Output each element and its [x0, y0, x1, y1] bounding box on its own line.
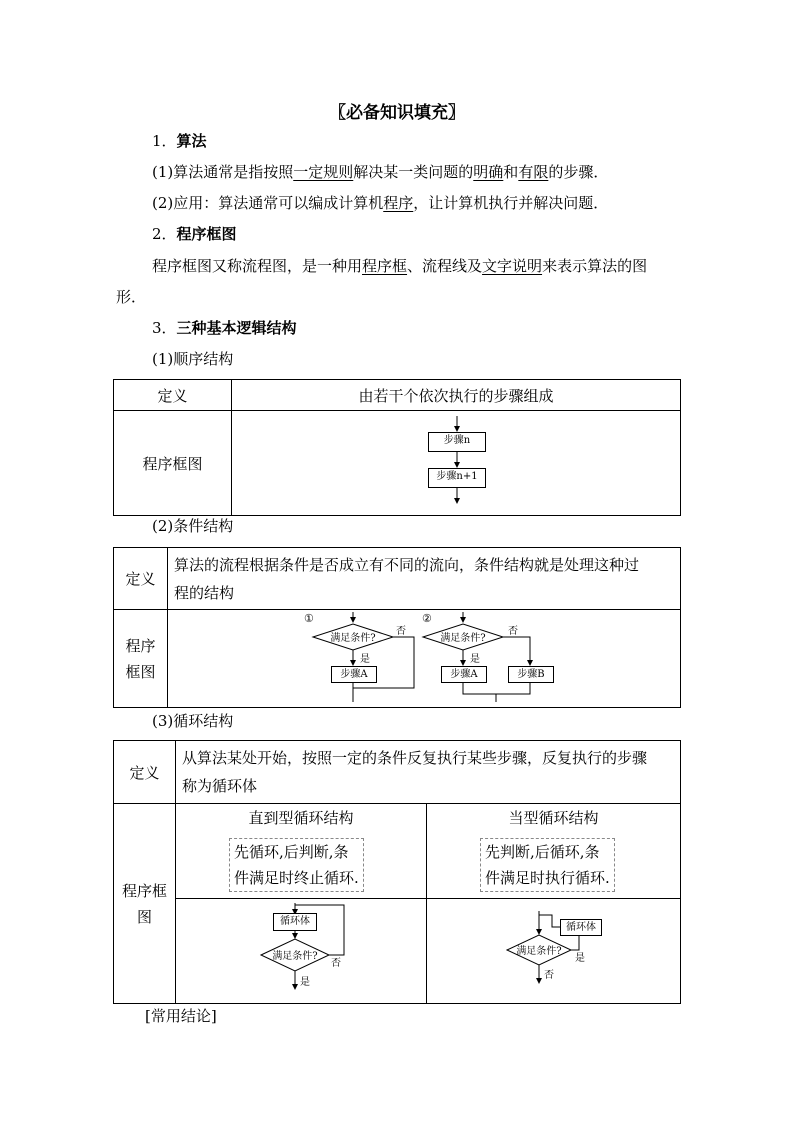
figure-2-number: ② [422, 612, 432, 625]
step-b-box: 步骤B [508, 666, 554, 683]
cell-until-loop-flowchart [176, 899, 427, 1004]
cell-sequence-flowchart [232, 411, 681, 516]
cell-while-loop-title [427, 804, 681, 899]
subheading-loop: (3)循环结构 [152, 712, 234, 730]
figure-1-number: ① [304, 612, 314, 625]
no-label: 否 [544, 970, 554, 981]
no-label: 否 [331, 958, 341, 969]
paragraph-flowchart-definition: 程序框图又称流程图，是一种用程序框、流程线及文字说明来表示算法的图 [152, 257, 648, 275]
no-branch-line [503, 637, 530, 665]
step-a-box: 步骤A [331, 666, 377, 683]
section-title: 〖必备知识填充〗 [329, 103, 465, 123]
cell-definition-label: 定义 [114, 548, 168, 610]
cell-definition-text: 算法的流程根据条件是否成立有不同的流向，条件结构就是处理这种过 程的结构 [168, 548, 681, 610]
cell-definition-label: 定义 [114, 380, 232, 411]
cell-while-loop-flowchart [427, 899, 681, 1004]
condition-label: 满足条件? [440, 633, 486, 644]
merge-line [463, 682, 530, 694]
yes-label: 是 [300, 977, 310, 988]
while-loop-flowchart [427, 899, 681, 1004]
paragraph-algorithm-definition: (1)算法通常是指按照一定规则解决某一类问题的明确和有限的步骤． [152, 163, 609, 181]
paragraph-algorithm-application: (2)应用：算法通常可以编成计算机程序，让计算机执行并解决问题． [152, 194, 609, 212]
yes-label: 是 [470, 654, 480, 665]
yes-label: 是 [575, 953, 585, 964]
step-n1-box: 步骤n+1 [428, 468, 486, 488]
condition-label: 满足条件? [516, 946, 562, 957]
while-loop-title: 当型循环结构 [508, 809, 599, 827]
cell-definition-text: 从算法某处开始，按照一定的条件反复执行某些步骤，反复执行的步骤 称为循环体 [176, 741, 681, 804]
conditional-flowcharts [168, 610, 680, 708]
heading-three-structures: 3．三种基本逻辑结构 [152, 319, 297, 337]
cell-conditional-flowcharts [168, 610, 681, 708]
sequence-flowchart [232, 411, 682, 516]
bracket-left-icon: 〖 [329, 103, 346, 123]
cell-until-loop-title [176, 804, 427, 899]
table-loop-structure [113, 740, 681, 1004]
while-loop-note: 先判断,后循环,条 件满足时执行循环. [480, 838, 615, 892]
step-n-box: 步骤n [428, 432, 486, 452]
cell-definition-text: 由若干个依次执行的步骤组成 [232, 380, 681, 411]
subheading-sequence: (1)顺序结构 [152, 350, 234, 368]
table-conditional-structure [113, 547, 681, 708]
until-loop-title: 直到型循环结构 [248, 809, 354, 827]
table-sequence-structure [113, 379, 681, 516]
condition-label: 满足条件? [272, 951, 318, 962]
no-label: 否 [396, 626, 406, 637]
heading-flowchart: 2．程序框图 [152, 225, 237, 243]
until-loop-note: 先循环,后判断,条 件满足时终止循环. [229, 838, 364, 892]
paragraph-flowchart-continued: 形． [116, 288, 147, 306]
cell-chart-label: 程序框 图 [114, 804, 176, 1004]
loop-back-line [539, 915, 560, 927]
yes-label: 是 [360, 654, 370, 665]
yes-branch-line [571, 935, 579, 950]
heading-algorithm: 1．算法 [152, 132, 207, 150]
cell-definition-label: 定义 [114, 741, 176, 804]
no-label: 否 [508, 626, 518, 637]
cell-chart-label: 程序 框图 [114, 610, 168, 708]
bracket-right-icon: 〗 [448, 103, 465, 123]
cell-chart-label: 程序框图 [114, 411, 232, 516]
common-conclusions-heading: [常用结论] [145, 1007, 217, 1025]
loop-body-box: 循环体 [560, 919, 602, 936]
step-a-box: 步骤A [441, 666, 487, 683]
subheading-conditional: (2)条件结构 [152, 517, 234, 535]
condition-label: 满足条件? [330, 633, 376, 644]
loop-body-box: 循环体 [273, 913, 317, 931]
